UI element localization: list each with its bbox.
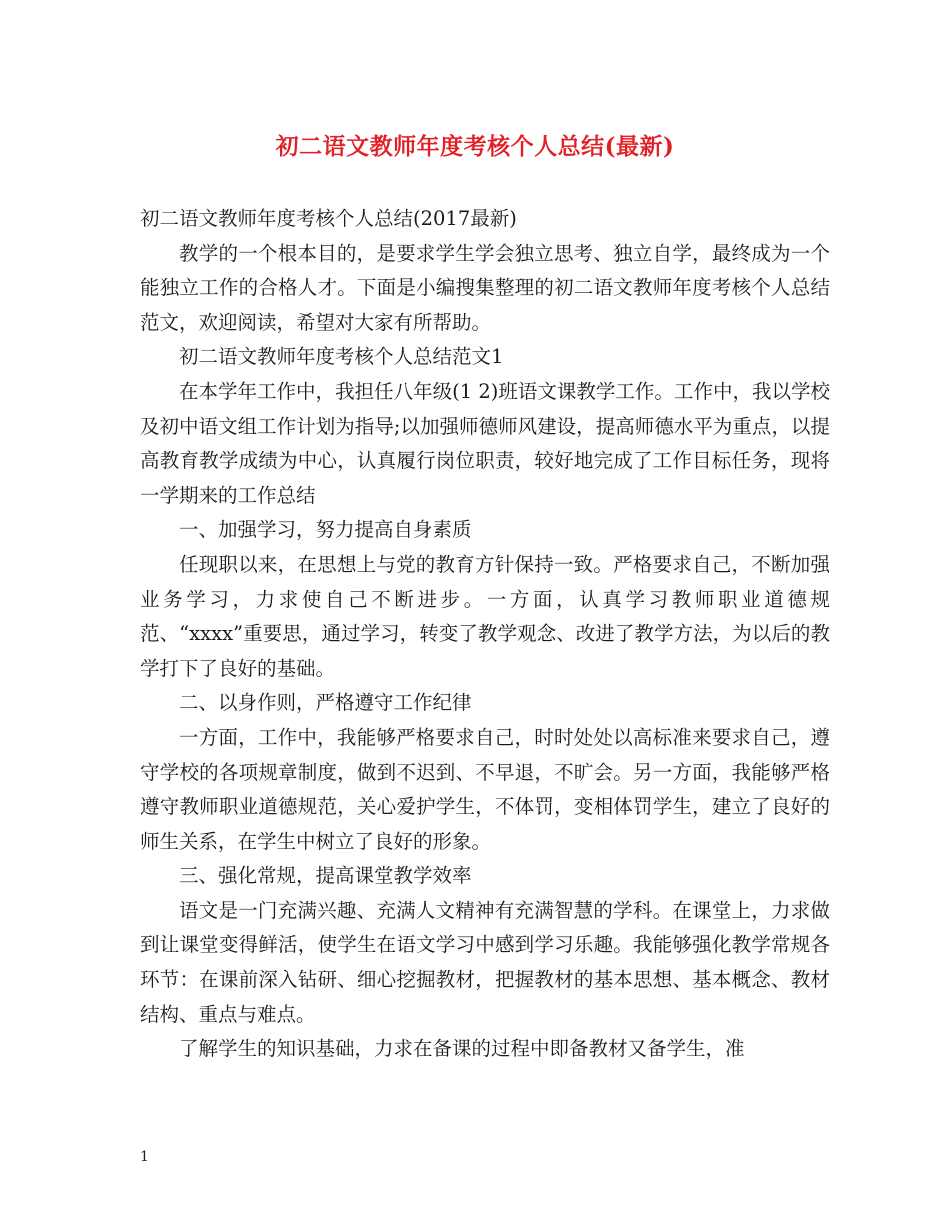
section-heading: 二、以身作则，严格遵守工作纪律 [179,691,472,715]
section-heading: 一、加强学习，努力提高自身素质 [179,518,472,542]
body-paragraph: 语文是一门充满兴趣、充满人文精神有充满智慧的学科。在课堂上，力求做到让课堂变得鲜活，使学生在语文学习中感到学习乐趣。我能够强化教学常规各环节：在课前深入钻研、细心挖掘教材，把握教材的基本思想、基本概念、教材结构、重点与难点。 [140,898,830,1026]
body-paragraph: 一方面，工作中，我能够严格要求自己，时时处处以高标准来要求自己，遵守学校的各项规章制度，做到不迟到、不早退，不旷会。另一方面，我能够严格遵守教师职业道德规范，关心爱护学生，不体罚，变相体罚学生，建立了良好的师生关系，在学生中树立了良好的形象。 [140,725,830,853]
sample-heading: 初二语文教师年度考核个人总结范文1 [179,345,504,369]
body-paragraph: 在本学年工作中，我担任八年级(1 2)班语文课教学工作。工作中，我以学校及初中语文组工作计划为指导;以加强师德师风建设，提高师德水平为重点，以提高教育教学成绩为中心，认真履行岗位职责，较好地完成了工作目标任务，现将一学期来的工作总结 [140,379,830,507]
body-paragraph: 任现职以来，在思想上与党的教育方针保持一致。严格要求自己，不断加强业务学习，力求使自己不断进步。一方面，认真学习教师职业道德规范、“xxxx”重要思，通过学习，转变了教学观念、改进了教学方法，为以后的教学打下了良好的基础。 [140,552,830,680]
subtitle-line: 初二语文教师年度考核个人总结(2017最新) [140,207,517,230]
intro-paragraph: 教学的一个根本目的，是要求学生学会独立思考、独立自学，最终成为一个能独立工作的合格人才。下面是小编搜集整理的初二语文教师年度考核个人总结范文，欢迎阅读，希望对大家有所帮助。 [140,241,830,334]
section-heading: 三、强化常规，提高课堂教学效率 [179,864,472,888]
page-number: 1 [140,1149,149,1165]
document-body [140,202,830,1067]
document-title: 初二语文教师年度考核个人总结(最新) [275,133,675,160]
body-paragraph-continued: 了解学生的知识基础，力求在备课的过程中即备教材又备学生，准 [179,1037,745,1061]
